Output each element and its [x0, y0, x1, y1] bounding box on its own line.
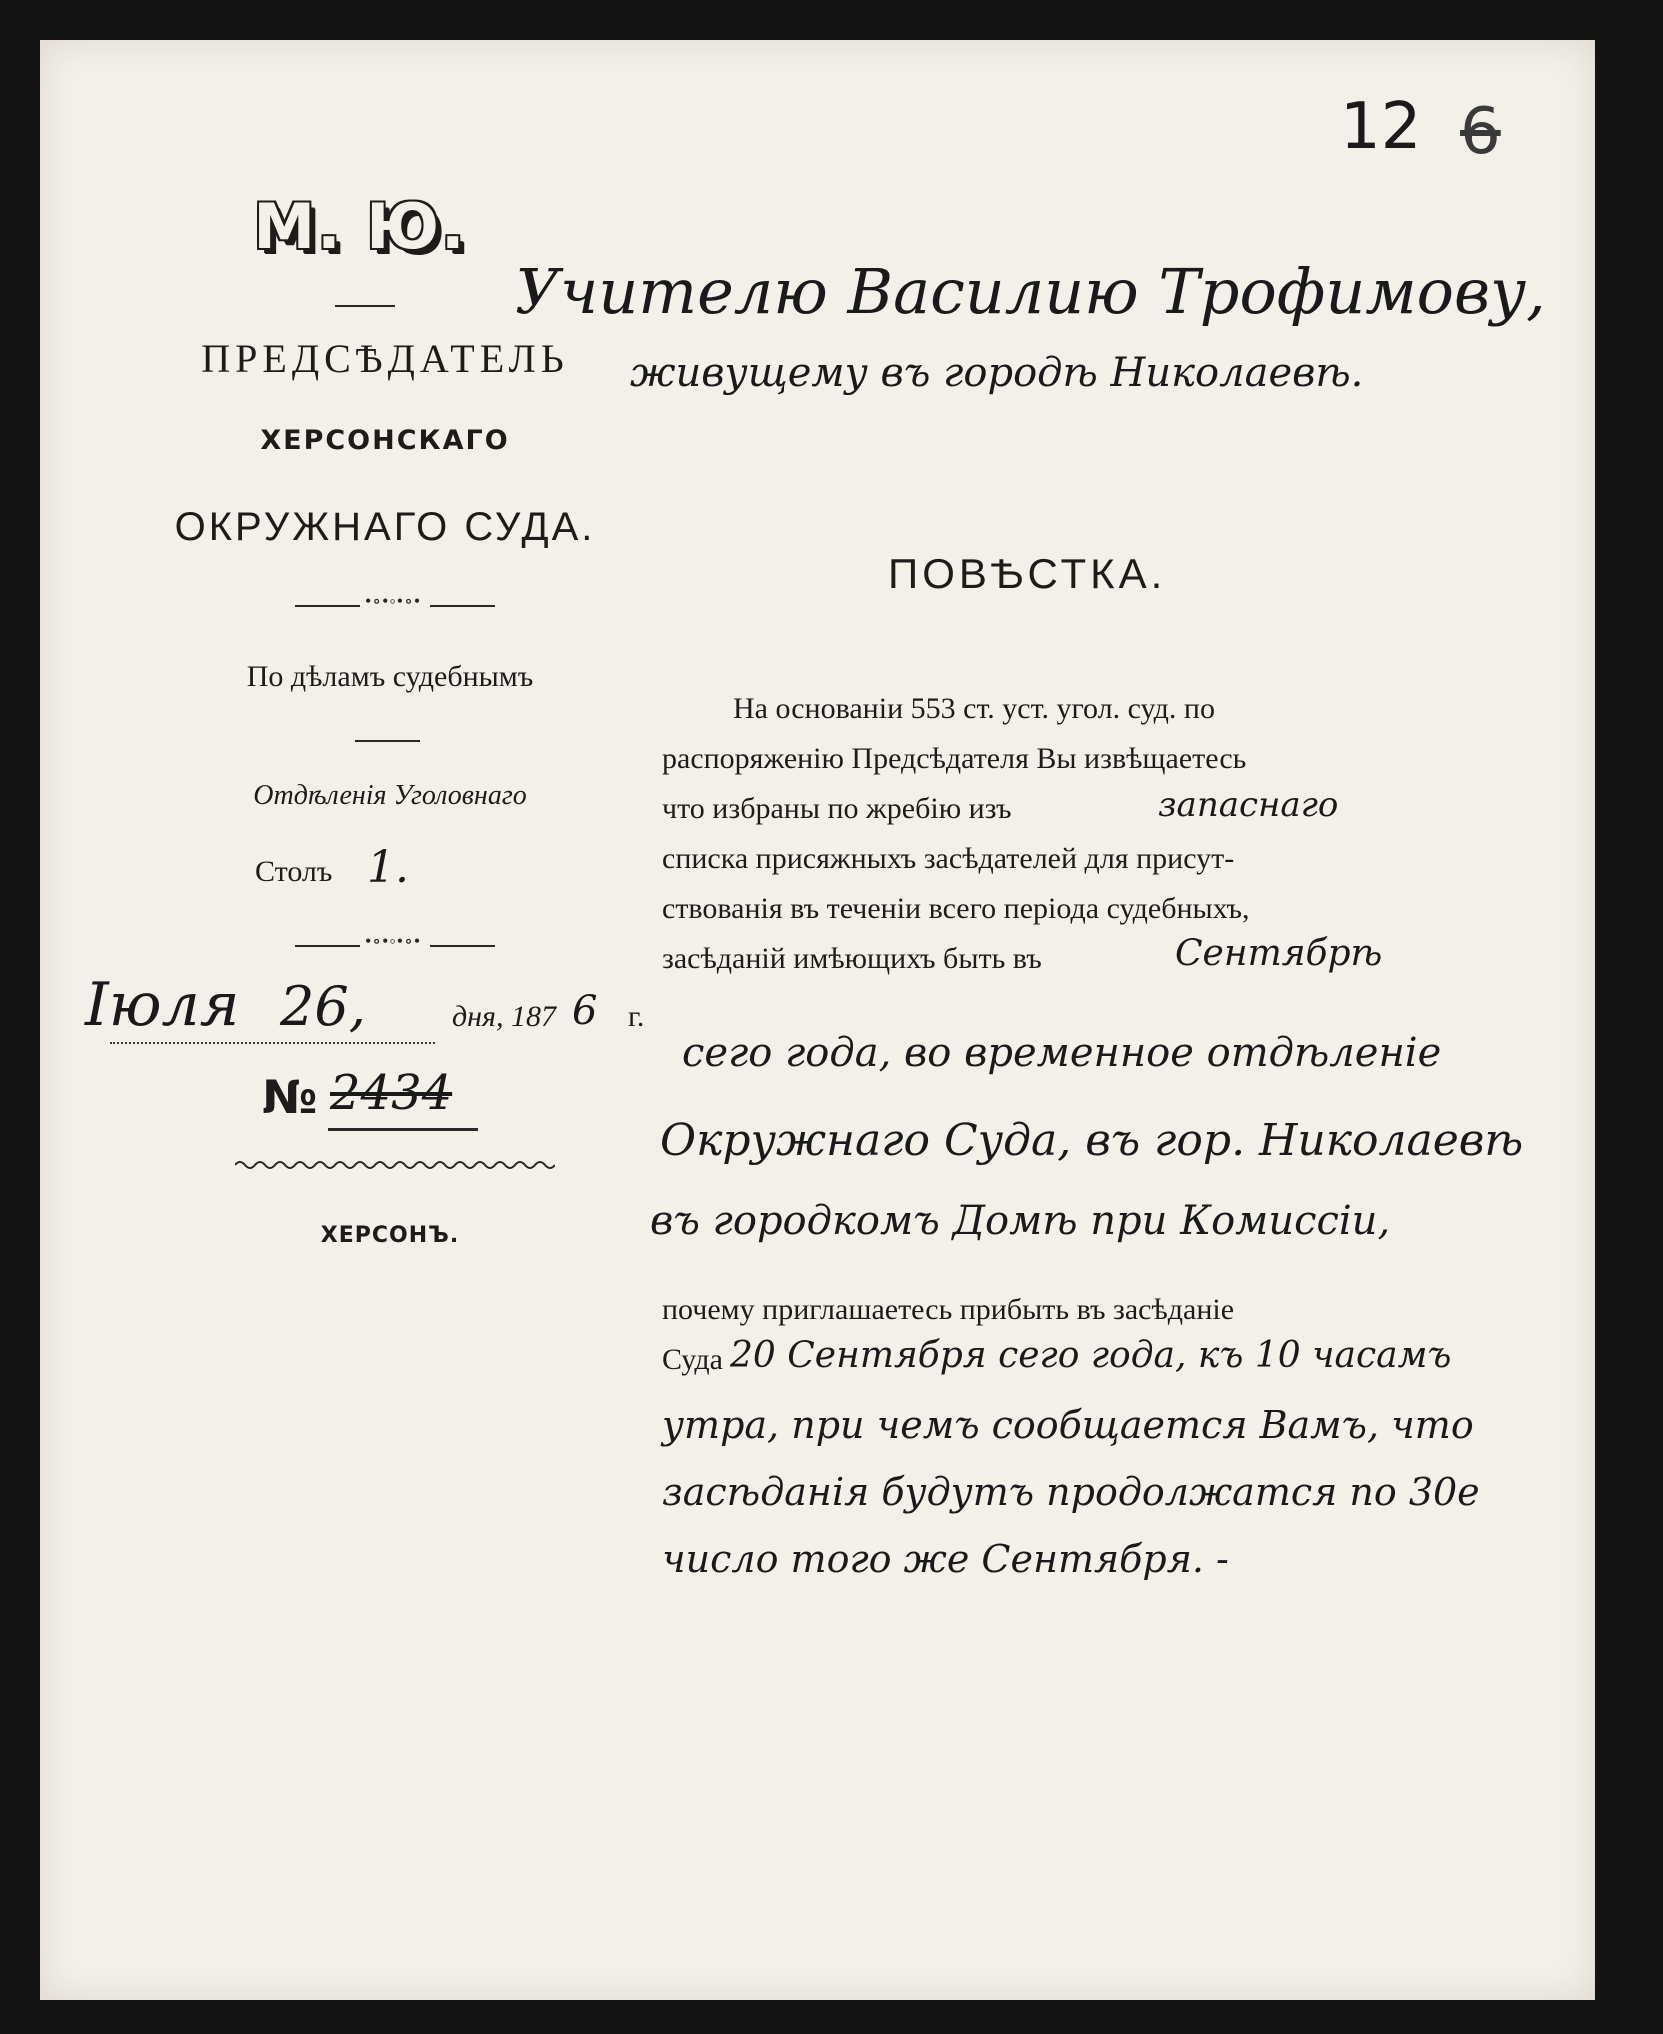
addressee-line2: живущему въ городѣ Николаевѣ. [630, 350, 1364, 396]
table-value: 1. [367, 842, 409, 893]
header-title-1: ПРЕДСѢДАТЕЛЬ [201, 336, 569, 381]
number-sign: № [262, 1070, 318, 1124]
summons-line: почему приглашаетесь прибыть въ засѣданіе [662, 1293, 1235, 1326]
summons-line: что избраны по жребію изъ [662, 792, 1012, 825]
divider [295, 945, 360, 947]
summons-line: Суда [662, 1343, 723, 1376]
divider [430, 605, 495, 607]
document-page [40, 40, 1595, 2000]
summons-hand: Сентябрѣ [1175, 933, 1383, 974]
summons-hand: въ городкомъ Домѣ при Комиссіи, [650, 1198, 1391, 1244]
ornament: •∘•◦•∘• [365, 931, 422, 951]
ministry-logo: М. Ю. [253, 190, 467, 263]
date-month: Іюля [85, 970, 240, 1040]
summons-line: распоряженію Предсѣдателя Вы извѣщаетесь [662, 742, 1247, 775]
table-label: Столъ [255, 855, 333, 888]
summons-hand: Окружнаго Суда, въ гор. Николаевѣ [660, 1115, 1524, 1166]
divider [335, 305, 395, 307]
summons-hand: засѣданія будутъ продолжатся по 30е [662, 1470, 1480, 1514]
date-day: 26, [280, 975, 366, 1038]
city: ХЕРСОНЪ. [320, 1223, 460, 1248]
summons-hand: число того же Сентября. - [662, 1537, 1229, 1581]
header-title-2: ХЕРСОНСКАГО [260, 425, 510, 456]
divider [328, 1128, 478, 1131]
summons-hand: сего года, во временное отдѣленіе [682, 1030, 1442, 1076]
struck-digit: 6 [1460, 95, 1501, 169]
summons-line: засѣданій имѣющихъ быть въ [662, 942, 1042, 975]
divider [295, 605, 360, 607]
summons-line: На основаніи 553 ст. уст. угол. суд. по [733, 692, 1215, 725]
summons-hand: утра, при чемъ сообщается Вамъ, что [662, 1403, 1474, 1447]
date-suffix: дня, 187 [452, 1000, 557, 1033]
summons-hand: запаснаго [1158, 785, 1339, 825]
addressee-line1: Учителю Василию Трофимову, [515, 255, 1546, 328]
header-title-3: ОКРУЖНАГО СУДА. [174, 505, 596, 549]
date-dotted-line [110, 1042, 435, 1044]
divider [430, 945, 495, 947]
divider [355, 740, 420, 742]
archive-number: 12 [1340, 90, 1422, 164]
number-value: 2434 [330, 1065, 453, 1121]
ornament: •∘•◦•∘• [365, 591, 422, 611]
summons-hand: 20 Сентября сего года, къ 10 часамъ [730, 1335, 1452, 1376]
date-year-digit: 6 [572, 988, 598, 1034]
section-line: Отдѣленія Уголовнаго [253, 780, 527, 811]
summons-title: ПОВѢСТКА. [888, 550, 1167, 597]
date-g: г. [628, 1000, 645, 1033]
department-line: По дѣламъ судебнымъ [246, 660, 534, 693]
wavy-divider [235, 1158, 555, 1170]
summons-line: ствованія въ теченіи всего періода судебныхъ, [662, 892, 1250, 925]
summons-line: списка присяжныхъ засѣдателей для присут- [662, 842, 1235, 875]
